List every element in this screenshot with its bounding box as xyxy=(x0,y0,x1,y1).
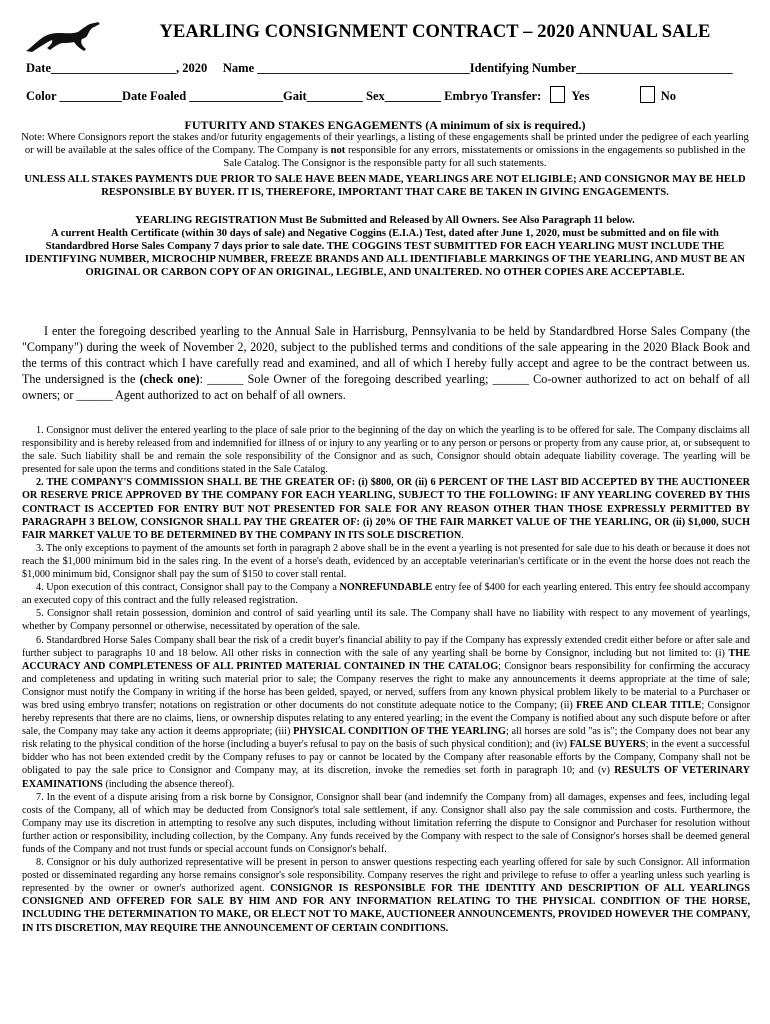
color-foaled-gait-sex-fields[interactable]: Color __________Date Foaled _______________Gait_________ Sex_________ Embryo Transfer: xyxy=(26,89,542,103)
futurity-heading: FUTURITY AND STAKES ENGAGEMENTS (A minimum of six is required.) xyxy=(184,118,586,132)
entry-statement: I enter the foregoing described yearling to the Annual Sale in Harrisburg, Pennsylvania to be held by Standardbred Horse Sales Company (the "Company") during the week of November 2, 2020, subject to the published terms and conditions of the sale appearing in the 2020 Black Book and the terms of this contract which I have carefully read and examined, and all of which I hereby fully accept and agree to be the contract between us. The undersigned is the (check one): ______ Sole Owner of the foregoing described yearling; ______ Co-owner authorized to act on behalf of all owners; or ______ Agent authorized to act on behalf of all owners. xyxy=(22,324,750,402)
paragraph-1: 1. Consignor must deliver the entered yearling to the place of sale prior to the beginning of the day on which the yearling is to be offered for sale. The Company disclaims all responsibility and is hereby released from and indemnified for illness of or injury to any yearling or to any person or persons or property from any cause prior, at, or subsequent to the sale. Such liability shall be and remain the sole responsibility of the Consignor and as such, Consignor should obtain adequate liability coverage. The yearling will be presented for sale upon the terms and conditions stated in the Sale Catalog. xyxy=(22,425,750,476)
paragraph-3: 3. The only exceptions to payment of the amounts set forth in paragraph 2 above shall be in the event a yearling is not presented for sale due to his death or because it does not reach the $1,000 minimum bid in the sales ring. In the event of a horse's death, evidenced by an acceptable veterinarian's certificate or in the event the horse does not reach the $1,000 minimum bid, Consignor shall pay the sum of $150 to cover stall rental. xyxy=(22,542,750,581)
registration-heading: YEARLING REGISTRATION Must Be Submitted and Released by All Owners. See Also Paragraph 11 below. xyxy=(135,215,635,226)
embryo-no-label: No xyxy=(660,89,676,103)
header-row-color xyxy=(26,86,676,104)
header-row-date-name xyxy=(26,61,733,76)
date-field[interactable]: Date____________________, 2020 xyxy=(26,61,208,75)
contract-title: YEARLING CONSIGNMENT CONTRACT – 2020 ANNUAL SALE xyxy=(159,22,711,42)
registration-notice xyxy=(20,214,750,279)
embryo-yes-checkbox[interactable] xyxy=(550,86,565,103)
stakes-warning: UNLESS ALL STAKES PAYMENTS DUE PRIOR TO SALE HAVE BEEN MADE, YEARLINGS ARE NOT ELIGIBLE; AND CONSIGNOR MAY BE HELD RESPONSIBLE BY BUYER. IT IS, THEREFORE, IMPORTANT THAT CARE BE TAKEN IN GIVING ENGAGEMENTS. xyxy=(24,174,746,198)
paragraph-6: 6. Standardbred Horse Sales Company shall bear the risk of a credit buyer's financial ability to pay if the Company has expressly extended credit either before or after sale and further subject to paragraphs 10 and 18 below. All other risks in connection with the sale of any yearling shall be borne by Consignor, including but not limited to: (i) THE ACCURACY AND COMPLETENESS OF ALL PRINTED MATERIAL CONTAINED IN THE CATALOG; Consignor bears responsibility for confirming the accuracy and completeness and updating in writing such material prior to sale; the Company reserves the right to make any announcements it deems appropriate at the time of sale; Consignor must notify the Company in writing if the horse has been gelded, spayed, or nerved, suffers from any known physical problem likely to be material to a Purchaser or was bred using embryo transfer; notations on registration or other documents do not constitute adequate notice to the Company; (ii) FREE AND CLEAR TITLE; Consignor hereby represents that there are no claims, liens, or ownership disputes relating to any entered yearling; in the event the Company is notified about any such dispute before or after sale, the Company may take any action it deems appropriate; (iii) PHYSICAL CONDITION OF THE YEARLING; all horses are sold "as is"; the Company does not bear any risk relating to the physical condition of the horse (including a buyer's refusal to pay on the basis of such physical condition); and (iv) FALSE BUYERS; in the event a successful bidder who has not been extended credit by the Company refuses to pay or cannot be located by the Company after reasonable efforts by the Company, Company shall not be obligated to pay the sale price to Consignor and Company may, at its discretion, invoke the remedies set forth in paragraph 10; and (v) RESULTS OF VETERINARY EXAMINATIONS (including the absence thereof). xyxy=(22,634,751,790)
horse-logo-icon xyxy=(22,20,102,56)
futurity-note: Note: Where Consignors report the stakes and/or futurity engagements of their yearlings, a listing of these engagements shall be printed under the pedigree of each yearling or will be available at the sales office of the Company. The Company is not responsible for any errors, misstatements or omissions in the engagements so published in the Sale Catalog. The Consignor is the responsible party for all such statements. xyxy=(21,132,749,169)
coggins-requirement: A current Health Certificate (within 30 days of sale) and Negative Coggins (E.I.A.) Test, dated after June 1, 2020, must be submitted and on file with Standardbred Horse Sales Company 7 days prior to sale date. THE COGGINS TEST SUBMITTED FOR EACH YEARLING MUST INCLUDE THE IDENTIFYING NUMBER, MICROCHIP NUMBER, FREEZE BRANDS AND ALL IDENTIFIABLE MARKINGS OF THE YEARLING, AND MUST BE AN ORIGINAL OR CARBON COPY OF AN ORIGINAL, LEGIBLE, AND UNALTERED. NO OTHER COPIES ARE ACCEPTABLE. xyxy=(24,228,746,278)
contract-terms xyxy=(22,424,750,935)
paragraph-2: 2. THE COMPANY'S COMMISSION SHALL BE THE GREATER OF: (i) $800, OR (ii) 6 PERCENT OF THE LAST BID ACCEPTED BY THE AUCTIONEER OR RESERVE PRICE APPROVED BY THE COMPANY FOR EACH YEARLING, SUBJECT TO THE FOLLOWING: IF ANY YEARLING COVERED BY THIS CONTRACT IS ACCEPTED FOR ENTRY BUT NOT PRESENTED FOR SALE FOR ANY REASON OTHER THAN THOSE EXPRESSLY PERMITTED BY PARAGRAPH 3 BELOW, CONSIGNOR SHALL PAY THE GREATER OF: (i) 20% OF THE FAIR MARKET VALUE OF THE YEARLING, OR (ii) $1,000, SUCH FAIR MARKET VALUE TO BE DETERMINED BY THE COMPANY IN ITS SOLE DISCRETION. xyxy=(22,477,750,541)
paragraph-4: 4. Upon execution of this contract, Consignor shall pay to the Company a NONREFUNDABLE entry fee of $400 for each yearling entered. This entry fee should accompany an executed copy of this contract and the fully released registration. xyxy=(22,582,750,607)
name-identifying-field[interactable]: Name __________________________________Identifying Number_________________________ xyxy=(222,61,733,75)
paragraph-8: 8. Consignor or his duly authorized representative will be present in person to answer questions respecting each yearling offered for sale by such Consignor. All information posted or disseminated regarding any horse remains consignor's sole responsibility. Company reserves the right and privilege to refuse to offer a yearling unless such yearling is represented by the owner or owner's authorized agent. CONSIGNOR IS RESPONSIBLE FOR THE IDENTITY AND DESCRIPTION OF ALL YEARLINGS CONSIGNED AND OFFERED FOR SALE BY HIM AND FOR ANY INFORMATION RELATING TO THE PHYSICAL CONDITION OF THE HORSE, INCLUDING THE DETERMINATION TO MAKE, OR ELECT NOT TO MAKE, AUCTIONEER ANNOUNCEMENTS, PROVIDED HOWEVER THE COMPANY, IN ITS DISCRETION, MAY REQUIRE THE ANNOUNCEMENT OF CERTAIN CONDITIONS. xyxy=(22,857,750,934)
paragraph-5: 5. Consignor shall retain possession, dominion and control of said yearling until its sale. The Company shall have no liability with respect to any movement of yearlings, whether by Company personnel or otherwise, necessitated by operation of the sale. xyxy=(22,608,750,633)
embryo-no-checkbox[interactable] xyxy=(640,86,655,103)
paragraph-7: 7. In the event of a dispute arising from a risk borne by Consignor, Consignor shall bear (and indemnify the Company from) all damages, expenses and fees, including legal costs of the Company, all of which may be deducted from Consignor's total sale settlement, if any. Consignor shall also pay the sale commission and costs. Furthermore, the Company may use its discretion in attempting to resolve any such disputes, including without limitation referring the dispute to Consignor and Purchaser for resolution without further action or responsibility, including collection, by the Company. Any funds received by the Company with respect to the sale of Consignor's horses shall be deemed general funds of the Company and not trust funds or special account funds on Consignor's behalf. xyxy=(22,791,750,855)
embryo-yes-label: Yes xyxy=(571,89,590,103)
